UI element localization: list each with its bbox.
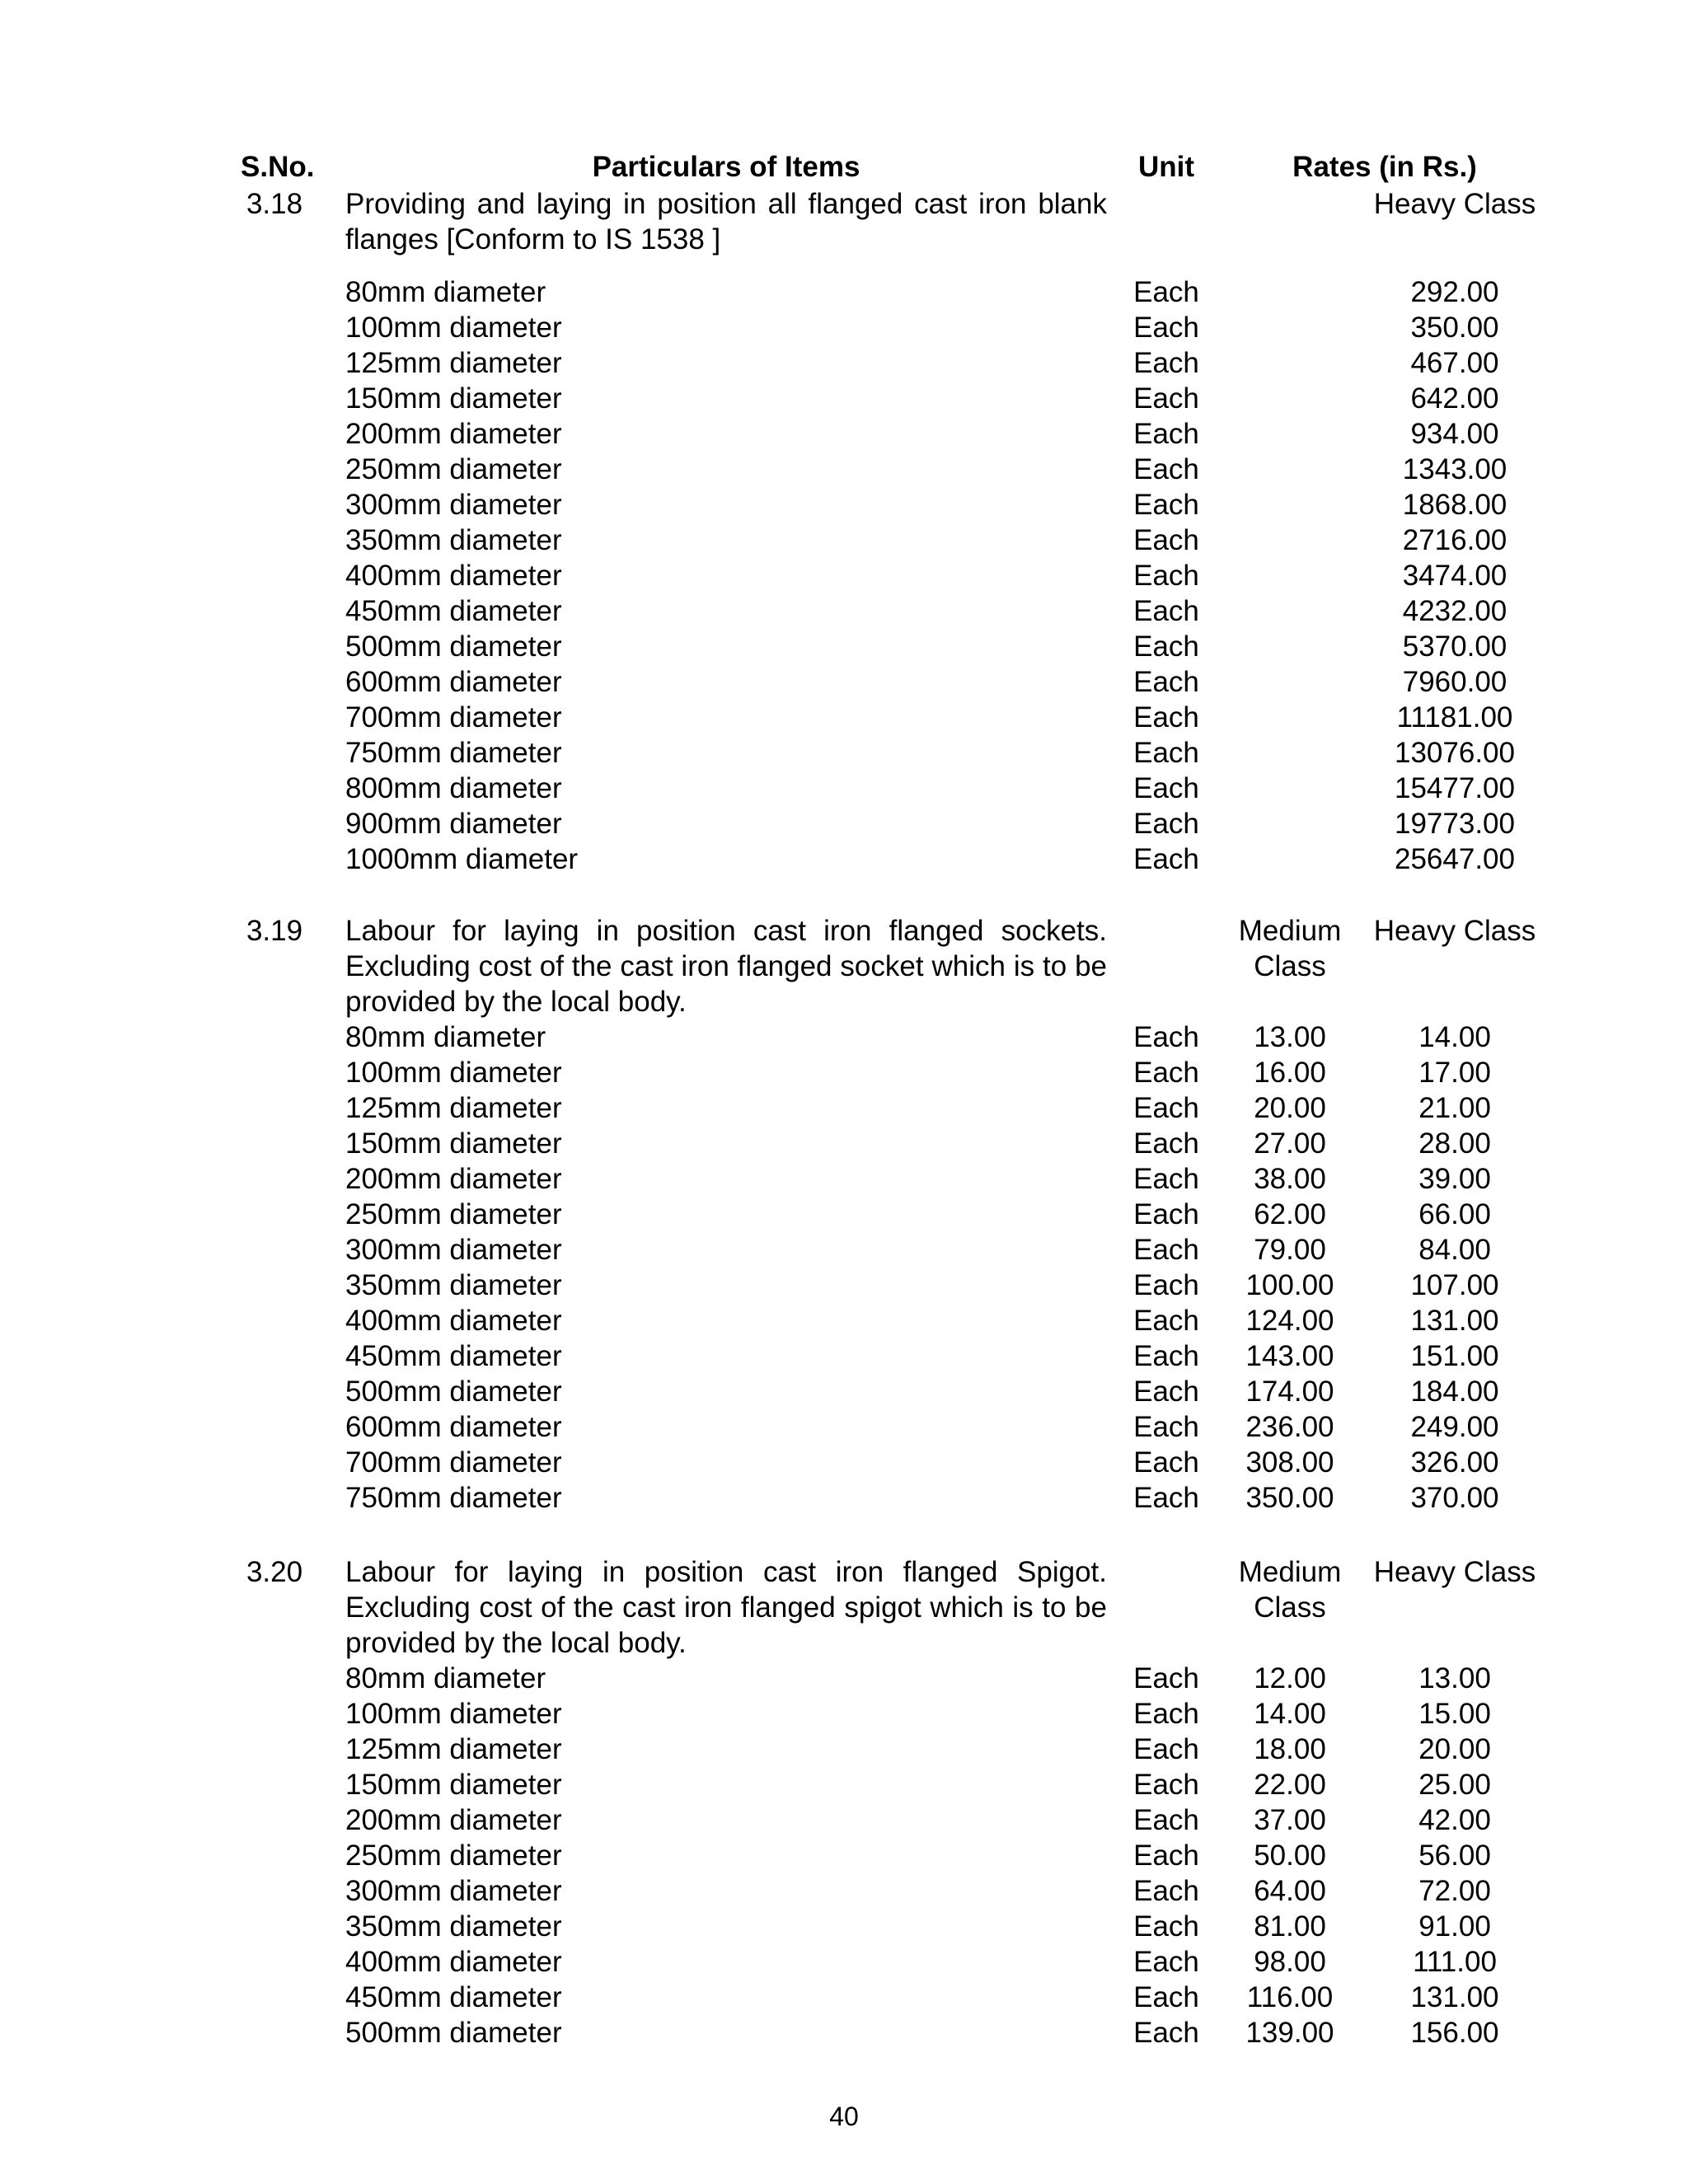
table-row xyxy=(0,1909,1688,1944)
medium-class-label-line: Class xyxy=(1254,950,1326,982)
medium-class-rate: 79.00 xyxy=(1254,1234,1326,1266)
item-name: 125mm diameter xyxy=(345,347,562,379)
item-unit: Each xyxy=(1133,1910,1199,1943)
medium-class-label-line: Medium xyxy=(1238,915,1342,947)
item-name: 300mm diameter xyxy=(345,1875,562,1907)
section-number: 3.19 xyxy=(246,915,303,947)
heavy-class-rate: 15.00 xyxy=(1418,1698,1491,1730)
table-row xyxy=(0,771,1688,806)
table-header xyxy=(0,149,1688,185)
item-unit: Each xyxy=(1133,1376,1199,1408)
item-unit: Each xyxy=(1133,1305,1199,1337)
table-row xyxy=(0,1161,1688,1197)
table-row xyxy=(0,664,1688,700)
item-unit: Each xyxy=(1133,347,1199,379)
item-unit: Each xyxy=(1133,1340,1199,1372)
item-name: 350mm diameter xyxy=(345,1910,562,1943)
item-name: 250mm diameter xyxy=(345,1840,562,1872)
heavy-class-rate: 25647.00 xyxy=(1395,843,1515,875)
item-unit: Each xyxy=(1133,843,1199,875)
description-line: Labour for laying in position cast iron flanged Spigot. xyxy=(345,1556,1107,1588)
medium-class-rate: 13.00 xyxy=(1254,1021,1326,1053)
item-unit: Each xyxy=(1133,1163,1199,1195)
heavy-class-rate: 17.00 xyxy=(1418,1057,1491,1089)
table-row xyxy=(0,629,1688,664)
heavy-class-rate: 1868.00 xyxy=(1402,489,1507,521)
item-name: 150mm diameter xyxy=(345,382,562,415)
medium-class-rate: 16.00 xyxy=(1254,1057,1326,1089)
medium-class-label xyxy=(1220,913,1360,984)
item-name: 400mm diameter xyxy=(345,560,562,592)
table-row xyxy=(0,1732,1688,1767)
item-unit: Each xyxy=(1133,1198,1199,1230)
heavy-class-rate: 131.00 xyxy=(1410,1305,1499,1337)
heavy-class-rate: 1343.00 xyxy=(1402,453,1507,485)
item-name: 500mm diameter xyxy=(345,2017,562,2049)
header-particulars: Particulars of Items xyxy=(592,151,860,183)
item-name: 500mm diameter xyxy=(345,1376,562,1408)
header-rates: Rates (in Rs.) xyxy=(1292,151,1477,183)
description-line: Excluding cost of the cast iron flanged spigot which is to be xyxy=(345,1591,1107,1624)
heavy-class-rate: 13076.00 xyxy=(1395,737,1515,769)
item-name: 450mm diameter xyxy=(345,595,562,627)
medium-class-rate: 37.00 xyxy=(1254,1804,1326,1836)
item-name: 1000mm diameter xyxy=(345,843,579,875)
item-name: 200mm diameter xyxy=(345,418,562,450)
item-unit: Each xyxy=(1133,808,1199,840)
heavy-class-rate: 84.00 xyxy=(1418,1234,1491,1266)
heavy-class-rate: 2716.00 xyxy=(1402,524,1507,556)
item-unit: Each xyxy=(1133,453,1199,485)
heavy-class-rate: 21.00 xyxy=(1418,1092,1491,1124)
heavy-class-rate: 13.00 xyxy=(1418,1662,1491,1694)
item-unit: Each xyxy=(1133,1733,1199,1765)
item-unit: Each xyxy=(1133,595,1199,627)
heavy-class-rate: 249.00 xyxy=(1410,1411,1499,1443)
table-row xyxy=(0,700,1688,735)
medium-class-rate: 14.00 xyxy=(1254,1698,1326,1730)
item-name: 300mm diameter xyxy=(345,489,562,521)
item-unit: Each xyxy=(1133,524,1199,556)
item-unit: Each xyxy=(1133,1446,1199,1479)
item-name: 80mm diameter xyxy=(345,276,546,308)
section-description xyxy=(345,1554,1107,1661)
table-row xyxy=(0,1374,1688,1409)
table-row xyxy=(0,1480,1688,1516)
table-row xyxy=(0,1303,1688,1338)
header-sno: S.No. xyxy=(241,151,315,183)
table-row xyxy=(0,1944,1688,1980)
medium-class-rate: 50.00 xyxy=(1254,1840,1326,1872)
table-row xyxy=(0,1873,1688,1909)
table-row xyxy=(0,1055,1688,1090)
heavy-class-rate: 370.00 xyxy=(1410,1482,1499,1514)
item-unit: Each xyxy=(1133,418,1199,450)
heavy-class-rate: 72.00 xyxy=(1418,1875,1491,1907)
table-row xyxy=(0,1802,1688,1838)
item-name: 100mm diameter xyxy=(345,1057,562,1089)
description-line: Excluding cost of the cast iron flanged socket which is to be xyxy=(345,950,1107,982)
item-unit: Each xyxy=(1133,1946,1199,1978)
medium-class-rate: 308.00 xyxy=(1245,1446,1334,1479)
item-name: 250mm diameter xyxy=(345,1198,562,1230)
medium-class-rate: 100.00 xyxy=(1245,1269,1334,1301)
heavy-class-rate: 91.00 xyxy=(1418,1910,1491,1943)
item-unit: Each xyxy=(1133,1482,1199,1514)
item-unit: Each xyxy=(1133,1769,1199,1801)
table-row xyxy=(0,1409,1688,1445)
item-unit: Each xyxy=(1133,1092,1199,1124)
description-line: provided by the local body. xyxy=(345,1627,687,1659)
heavy-class-rate: 42.00 xyxy=(1418,1804,1491,1836)
heavy-class-rate: 107.00 xyxy=(1410,1269,1499,1301)
item-name: 250mm diameter xyxy=(345,453,562,485)
medium-class-label-line: Class xyxy=(1254,1591,1326,1624)
description-line: Providing and laying in position all flanged cast iron blank xyxy=(345,188,1107,220)
heavy-class-rate: 25.00 xyxy=(1418,1769,1491,1801)
table-row xyxy=(0,1661,1688,1696)
section-description xyxy=(345,913,1107,1019)
item-unit: Each xyxy=(1133,560,1199,592)
item-unit: Each xyxy=(1133,489,1199,521)
heavy-class-rate: 11181.00 xyxy=(1396,701,1513,733)
table-row xyxy=(0,593,1688,629)
item-unit: Each xyxy=(1133,1981,1199,2013)
heavy-class-rate: 19773.00 xyxy=(1395,808,1515,840)
table-row xyxy=(0,735,1688,771)
medium-class-rate: 81.00 xyxy=(1254,1910,1326,1943)
heavy-class-label: Heavy Class xyxy=(1373,915,1536,947)
item-unit: Each xyxy=(1133,1234,1199,1266)
item-name: 150mm diameter xyxy=(345,1769,562,1801)
heavy-class-rate: 934.00 xyxy=(1410,418,1499,450)
item-unit: Each xyxy=(1133,2017,1199,2049)
item-unit: Each xyxy=(1133,1269,1199,1301)
item-unit: Each xyxy=(1133,1804,1199,1836)
heavy-class-label: Heavy Class xyxy=(1373,188,1536,220)
medium-class-rate: 20.00 xyxy=(1254,1092,1326,1124)
item-name: 400mm diameter xyxy=(345,1946,562,1978)
medium-class-rate: 236.00 xyxy=(1245,1411,1334,1443)
heavy-class-rate: 350.00 xyxy=(1410,312,1499,344)
medium-class-rate: 12.00 xyxy=(1254,1662,1326,1694)
item-name: 600mm diameter xyxy=(345,1411,562,1443)
item-unit: Each xyxy=(1133,701,1199,733)
table-row xyxy=(0,1019,1688,1055)
heavy-class-rate: 39.00 xyxy=(1418,1163,1491,1195)
item-name: 80mm diameter xyxy=(345,1662,546,1694)
item-unit: Each xyxy=(1133,1127,1199,1160)
heavy-class-rate: 3474.00 xyxy=(1402,560,1507,592)
medium-class-rate: 174.00 xyxy=(1245,1376,1334,1408)
item-name: 100mm diameter xyxy=(345,312,562,344)
item-name: 450mm diameter xyxy=(345,1981,562,2013)
medium-class-rate: 38.00 xyxy=(1254,1163,1326,1195)
item-name: 100mm diameter xyxy=(345,1698,562,1730)
table-row xyxy=(0,558,1688,593)
item-name: 750mm diameter xyxy=(345,737,562,769)
item-name: 900mm diameter xyxy=(345,808,562,840)
description-line: provided by the local body. xyxy=(345,986,687,1018)
item-unit: Each xyxy=(1133,630,1199,663)
item-unit: Each xyxy=(1133,276,1199,308)
heavy-class-rate: 5370.00 xyxy=(1402,630,1507,663)
section-description xyxy=(345,186,1107,257)
medium-class-rate: 27.00 xyxy=(1254,1127,1326,1160)
item-unit: Each xyxy=(1133,1840,1199,1872)
medium-class-label xyxy=(1220,1554,1360,1625)
item-unit: Each xyxy=(1133,1021,1199,1053)
item-name: 300mm diameter xyxy=(345,1234,562,1266)
medium-class-rate: 116.00 xyxy=(1246,1981,1334,2013)
table-row xyxy=(0,523,1688,558)
item-unit: Each xyxy=(1133,382,1199,415)
item-name: 200mm diameter xyxy=(345,1163,562,1195)
item-name: 700mm diameter xyxy=(345,1446,562,1479)
heavy-class-rate: 111.00 xyxy=(1413,1946,1497,1978)
heavy-class-rate: 7960.00 xyxy=(1402,666,1507,698)
table-row xyxy=(0,1767,1688,1802)
heavy-class-rate: 28.00 xyxy=(1418,1127,1491,1160)
item-unit: Each xyxy=(1133,1662,1199,1694)
item-name: 125mm diameter xyxy=(345,1733,562,1765)
medium-class-rate: 350.00 xyxy=(1245,1482,1334,1514)
heavy-class-rate: 66.00 xyxy=(1418,1198,1491,1230)
medium-class-rate: 124.00 xyxy=(1245,1305,1334,1337)
heavy-class-rate: 642.00 xyxy=(1410,382,1499,415)
section-number: 3.18 xyxy=(246,188,303,220)
heavy-class-rate: 20.00 xyxy=(1418,1733,1491,1765)
table-row xyxy=(0,2015,1688,2050)
item-name: 600mm diameter xyxy=(345,666,562,698)
table-row xyxy=(0,274,1688,310)
item-name: 500mm diameter xyxy=(345,630,562,663)
item-unit: Each xyxy=(1133,772,1199,804)
item-unit: Each xyxy=(1133,312,1199,344)
item-name: 350mm diameter xyxy=(345,1269,562,1301)
item-unit: Each xyxy=(1133,1057,1199,1089)
item-unit: Each xyxy=(1133,1875,1199,1907)
header-unit: Unit xyxy=(1137,151,1195,183)
item-name: 200mm diameter xyxy=(345,1804,562,1836)
medium-class-rate: 98.00 xyxy=(1254,1946,1326,1978)
table-row xyxy=(0,1090,1688,1126)
table-row xyxy=(0,310,1688,345)
heavy-class-rate: 151.00 xyxy=(1410,1340,1499,1372)
medium-class-rate: 139.00 xyxy=(1245,2017,1334,2049)
table-row xyxy=(0,1980,1688,2015)
heavy-class-rate: 15477.00 xyxy=(1395,772,1515,804)
heavy-class-rate: 131.00 xyxy=(1410,1981,1499,2013)
table-row xyxy=(0,1838,1688,1873)
table-row xyxy=(0,1232,1688,1268)
heavy-class-rate: 292.00 xyxy=(1410,276,1499,308)
table-row xyxy=(0,806,1688,841)
item-unit: Each xyxy=(1133,666,1199,698)
table-row xyxy=(0,452,1688,487)
heavy-class-rate: 156.00 xyxy=(1410,2017,1499,2049)
item-name: 450mm diameter xyxy=(345,1340,562,1372)
medium-class-rate: 64.00 xyxy=(1254,1875,1326,1907)
heavy-class-rate: 326.00 xyxy=(1410,1446,1499,1479)
description-line: flanges [Conform to IS 1538 ] xyxy=(345,223,721,255)
table-row xyxy=(0,381,1688,416)
heavy-class-rate: 467.00 xyxy=(1410,347,1499,379)
table-row xyxy=(0,1338,1688,1374)
table-row xyxy=(0,1126,1688,1161)
table-row xyxy=(0,487,1688,523)
medium-class-label-line: Medium xyxy=(1238,1556,1342,1588)
medium-class-rate: 143.00 xyxy=(1245,1340,1334,1372)
heavy-class-rate: 4232.00 xyxy=(1402,595,1507,627)
item-name: 125mm diameter xyxy=(345,1092,562,1124)
table-row xyxy=(0,345,1688,381)
item-unit: Each xyxy=(1133,1411,1199,1443)
table-row xyxy=(0,1445,1688,1480)
heavy-class-rate: 14.00 xyxy=(1418,1021,1491,1053)
item-unit: Each xyxy=(1133,1698,1199,1730)
table-row xyxy=(0,1268,1688,1303)
item-name: 750mm diameter xyxy=(345,1482,562,1514)
table-row xyxy=(0,416,1688,452)
medium-class-rate: 18.00 xyxy=(1254,1733,1326,1765)
table-row xyxy=(0,1696,1688,1732)
item-name: 800mm diameter xyxy=(345,772,562,804)
item-name: 80mm diameter xyxy=(345,1021,546,1053)
section-number: 3.20 xyxy=(246,1556,303,1588)
heavy-class-label: Heavy Class xyxy=(1373,1556,1536,1588)
item-unit: Each xyxy=(1133,737,1199,769)
description-line: Labour for laying in position cast iron flanged sockets. xyxy=(345,915,1107,947)
heavy-class-rate: 56.00 xyxy=(1418,1840,1491,1872)
medium-class-rate: 62.00 xyxy=(1254,1198,1326,1230)
table-row xyxy=(0,1197,1688,1232)
item-name: 400mm diameter xyxy=(345,1305,562,1337)
item-name: 350mm diameter xyxy=(345,524,562,556)
medium-class-rate: 22.00 xyxy=(1254,1769,1326,1801)
item-name: 150mm diameter xyxy=(345,1127,562,1160)
heavy-class-rate: 184.00 xyxy=(1410,1376,1499,1408)
table-row xyxy=(0,841,1688,877)
page-number: 40 xyxy=(829,2102,859,2131)
item-name: 700mm diameter xyxy=(345,701,562,733)
